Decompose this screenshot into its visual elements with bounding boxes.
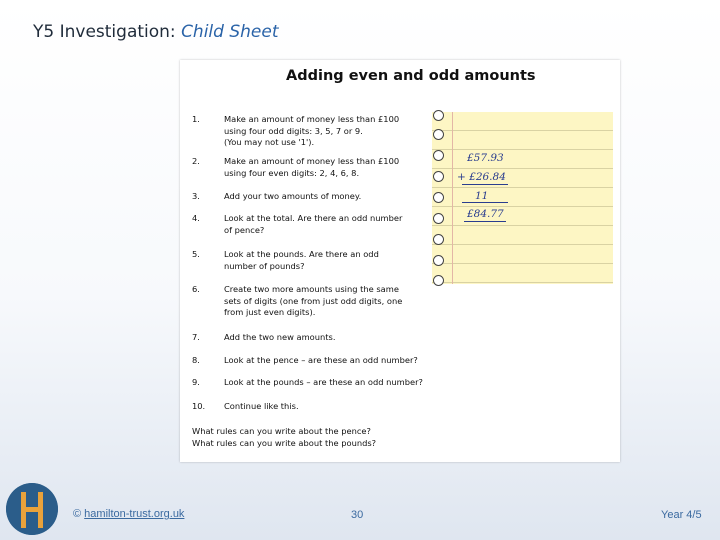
item-text: using four even digits: 2, 4, 6, 8. (224, 167, 360, 178)
title-prefix: Y5 Investigation: (33, 22, 182, 42)
item-text: Continue like this. (224, 401, 299, 411)
item-text: sets of digits (one from just odd digits, one (224, 295, 403, 306)
item-number: 1. (192, 114, 200, 124)
hamilton-link[interactable]: hamilton-trust.org.uk (84, 508, 185, 520)
item-number: 2. (192, 156, 200, 166)
copyright-notice (73, 508, 184, 520)
item-text: using four odd digits: 3, 5, 7 or 9. (224, 125, 363, 136)
notepad-ring-icon (433, 275, 444, 286)
item-number: 5. (192, 249, 200, 259)
notepad-ring-icon (433, 171, 444, 182)
child-sheet (180, 60, 620, 462)
title-italic: Child Sheet (181, 22, 279, 42)
handwritten-total: £84.77 (467, 208, 504, 220)
item-number: 8. (192, 355, 200, 365)
notepad-ring-icon (433, 110, 444, 121)
item-number: 10. (192, 401, 206, 411)
item-text: Look at the total. Are there an odd number (224, 213, 403, 223)
handwritten-amount-2: + £26.84 (457, 171, 506, 183)
handwritten-amount-1: £57.93 (467, 152, 504, 164)
handwritten-carry: 11 (475, 190, 489, 202)
notepad-ring-icon (433, 255, 444, 266)
item-number: 9. (192, 377, 200, 387)
notepad-ring-icon (433, 192, 444, 203)
item-text: (You may not use '1'). (224, 137, 315, 147)
item-text: Add your two amounts of money. (224, 191, 362, 201)
item-text: Add the two new amounts. (224, 332, 336, 342)
closing-questions (192, 426, 376, 449)
sheet-heading: Adding even and odd amounts (286, 68, 536, 84)
notepad-ring-icon (433, 234, 444, 245)
item-number: 4. (192, 213, 200, 223)
page-title (33, 22, 279, 42)
item-number: 3. (192, 191, 200, 201)
question-text: What rules can you write about the pence? (192, 426, 371, 436)
item-text: Make an amount of money less than £100 (224, 114, 400, 124)
item-text: Look at the pounds. Are there an odd (224, 249, 379, 259)
copyright-symbol: © (73, 508, 82, 520)
handwritten-underline (464, 221, 506, 222)
item-text: of pence? (224, 224, 265, 235)
notepad-image (432, 112, 613, 284)
notepad-ring-icon (433, 213, 444, 224)
item-text: Create two more amounts using the same (224, 284, 399, 294)
question-text: What rules can you write about the pounds? (192, 437, 377, 448)
item-text: Make an amount of money less than £100 (224, 156, 400, 166)
item-text: number of pounds? (224, 260, 305, 271)
handwritten-underline (462, 184, 508, 185)
item-text: from just even digits). (224, 307, 316, 317)
handwritten-underline (462, 202, 508, 203)
notepad-ring-icon (433, 150, 444, 161)
item-number: 6. (192, 284, 200, 294)
year-label: Year 4/5 (661, 509, 702, 521)
h-letter-icon (6, 483, 58, 535)
item-text: Look at the pounds – are these an odd number? (224, 377, 423, 387)
item-text: Look at the pence – are these an odd number? (224, 355, 418, 365)
item-number: 7. (192, 332, 200, 342)
notepad-margin-line (452, 112, 453, 284)
page-number: 30 (351, 509, 364, 521)
notepad-ring-icon (433, 129, 444, 140)
hamilton-logo (6, 483, 58, 535)
